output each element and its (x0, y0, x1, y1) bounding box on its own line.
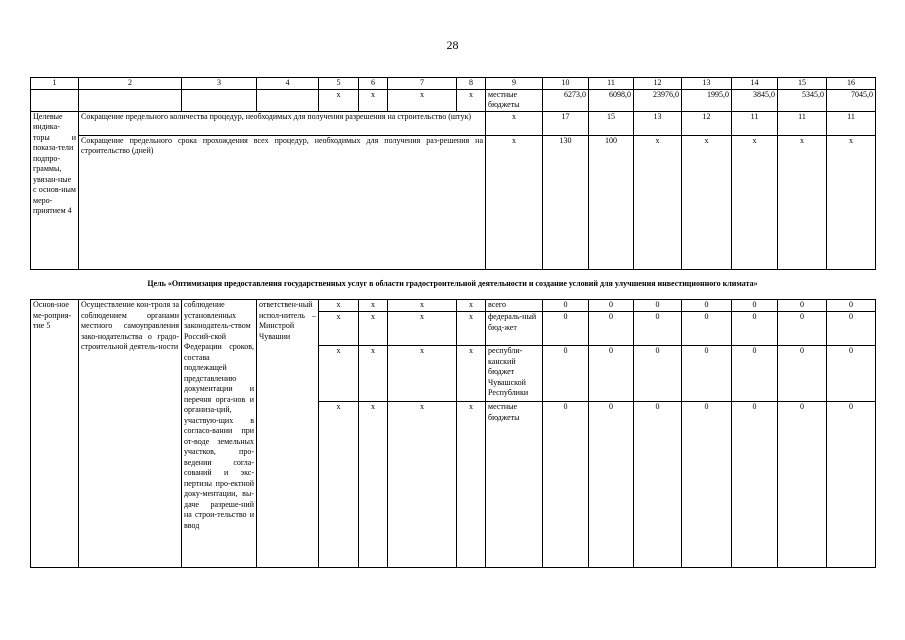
value-cell: 0 (634, 300, 682, 312)
top-table (30, 77, 876, 270)
value-cell: 0 (778, 300, 827, 312)
value-cell: 0 (682, 346, 732, 402)
value-cell: x (778, 135, 827, 269)
page-number: 28 (446, 38, 459, 52)
value-cell: 0 (827, 402, 876, 568)
header-cell: 11 (589, 78, 634, 90)
value-cell: x (827, 135, 876, 269)
cell-x: x (388, 89, 457, 111)
measure-description: соблюдение установленных законодатель-ством Россий-ской Федерации сроков, состава подлежащей представлению документации и перечня орга-нов и организа-ций, участвую-щих в согласо-вании при от-воде земельных участков, про-ведении согла-сований и экс-пертизы про-ектной доку-ментации, вы-даче разреше-ний на строи-тельство и ввод (182, 300, 257, 568)
value-cell: 12 (682, 111, 732, 135)
header-cell: 14 (732, 78, 778, 90)
funding-source: местные бюджеты (486, 89, 543, 111)
cell-x: x (388, 402, 457, 568)
cell-x: x (359, 346, 388, 402)
empty-cell (31, 89, 79, 111)
value-cell: x (634, 135, 682, 269)
header-cell: 6 (359, 78, 388, 90)
value-cell: 0 (778, 402, 827, 568)
cell-x: x (457, 300, 486, 312)
cell-x: x (457, 402, 486, 568)
header-cell: 12 (634, 78, 682, 90)
value-cell: 11 (732, 111, 778, 135)
header-row (31, 78, 876, 90)
value-cell: 0 (732, 300, 778, 312)
goal-heading: Цель «Оптимизация предоставления государственных услуг в области градостроительной деятельности и создание условий для улучшения инвестиционного климата» (147, 279, 758, 288)
value-cell: x (682, 135, 732, 269)
funding-source: местные бюджеты (486, 402, 543, 568)
cell-x: x (388, 300, 457, 312)
value-cell: 100 (589, 135, 634, 269)
cell-x: x (457, 312, 486, 346)
indicator-text: Сокращение предельного количества процедур, необходимых для получения разрешения на строительство (штук) (79, 111, 486, 135)
header-cell: 15 (778, 78, 827, 90)
value-cell: 0 (634, 346, 682, 402)
header-cell: 1 (31, 78, 79, 90)
value-cell: 0 (778, 346, 827, 402)
value-cell: 0 (634, 312, 682, 346)
header-cell: 9 (486, 78, 543, 90)
empty-cell (182, 89, 257, 111)
indicator-text: Сокращение предельного срока прохождения всех процедур, необходимых для получения раз-решения на строительство (дней) (79, 135, 486, 269)
header-cell: 8 (457, 78, 486, 90)
value-cell: 0 (682, 300, 732, 312)
empty-cell (257, 89, 319, 111)
value-cell: 0 (732, 402, 778, 568)
measure-label: Основ-ное ме-роприя-тие 5 (31, 300, 79, 568)
header-cell: 13 (682, 78, 732, 90)
value-cell: 0 (589, 346, 634, 402)
indicator-row (31, 135, 876, 269)
header-cell: 16 (827, 78, 876, 90)
empty-cell (79, 89, 182, 111)
value-cell: x (732, 135, 778, 269)
value-cell: 0 (543, 402, 589, 568)
indicators-label: Целевые индика-торы и показа-тели подпро-граммы, увязан-ные с основ-ным меро-приятием 4 (31, 111, 79, 269)
header-cell: 4 (257, 78, 319, 90)
cell-x: x (359, 89, 388, 111)
cell-x: x (319, 402, 359, 568)
value-cell: 1995,0 (682, 89, 732, 111)
cell-x: x (359, 300, 388, 312)
value-cell: 0 (682, 312, 732, 346)
value-cell: 0 (778, 312, 827, 346)
header-cell: 10 (543, 78, 589, 90)
cell-x: x (388, 346, 457, 402)
value-cell: 0 (543, 312, 589, 346)
indicator-row (31, 111, 876, 135)
header-cell: 7 (388, 78, 457, 90)
value-cell: 15 (589, 111, 634, 135)
funding-source: всего (486, 300, 543, 312)
cell-x: x (319, 300, 359, 312)
value-cell: 23976,0 (634, 89, 682, 111)
value-cell: 13 (634, 111, 682, 135)
cell-x: x (457, 89, 486, 111)
value-cell: 0 (589, 402, 634, 568)
header-cell: 5 (319, 78, 359, 90)
header-cell: 3 (182, 78, 257, 90)
measure-executor: ответствен-ный испол-нитель – Минстрой Чувашии (257, 300, 319, 568)
value-cell: 6273,0 (543, 89, 589, 111)
header-cell: 2 (79, 78, 182, 90)
value-cell: 0 (827, 346, 876, 402)
value-cell: 3845,0 (732, 89, 778, 111)
value-cell: 0 (634, 402, 682, 568)
value-cell: 0 (589, 312, 634, 346)
measure-name: Осуществление кон-троля за соблюдением органами местного самоуправления зако-нодательства о градо-строительной деятель-ности (79, 300, 182, 568)
cell-x: x (319, 312, 359, 346)
value-cell: 0 (543, 346, 589, 402)
cell-x: x (359, 402, 388, 568)
funding-source: республи-канский бюджет Чувашской Республики (486, 346, 543, 402)
value-cell: 0 (589, 300, 634, 312)
measure-table (30, 299, 876, 568)
value-cell: 0 (732, 346, 778, 402)
cell-x: x (486, 135, 543, 269)
cell-x: x (388, 312, 457, 346)
value-cell: 5345,0 (778, 89, 827, 111)
value-cell: 130 (543, 135, 589, 269)
value-cell: 0 (682, 402, 732, 568)
measure-row-total (31, 300, 876, 312)
value-cell: 0 (827, 312, 876, 346)
value-cell: 11 (778, 111, 827, 135)
value-cell: 17 (543, 111, 589, 135)
cell-x: x (319, 346, 359, 402)
cell-x: x (359, 312, 388, 346)
funding-source: федераль-ный бюд-жет (486, 312, 543, 346)
value-cell: 0 (827, 300, 876, 312)
cell-x: x (486, 111, 543, 135)
local-budget-row (31, 89, 876, 111)
value-cell: 0 (732, 312, 778, 346)
cell-x: x (319, 89, 359, 111)
value-cell: 7045,0 (827, 89, 876, 111)
cell-x: x (457, 346, 486, 402)
value-cell: 11 (827, 111, 876, 135)
value-cell: 6098,0 (589, 89, 634, 111)
value-cell: 0 (543, 300, 589, 312)
